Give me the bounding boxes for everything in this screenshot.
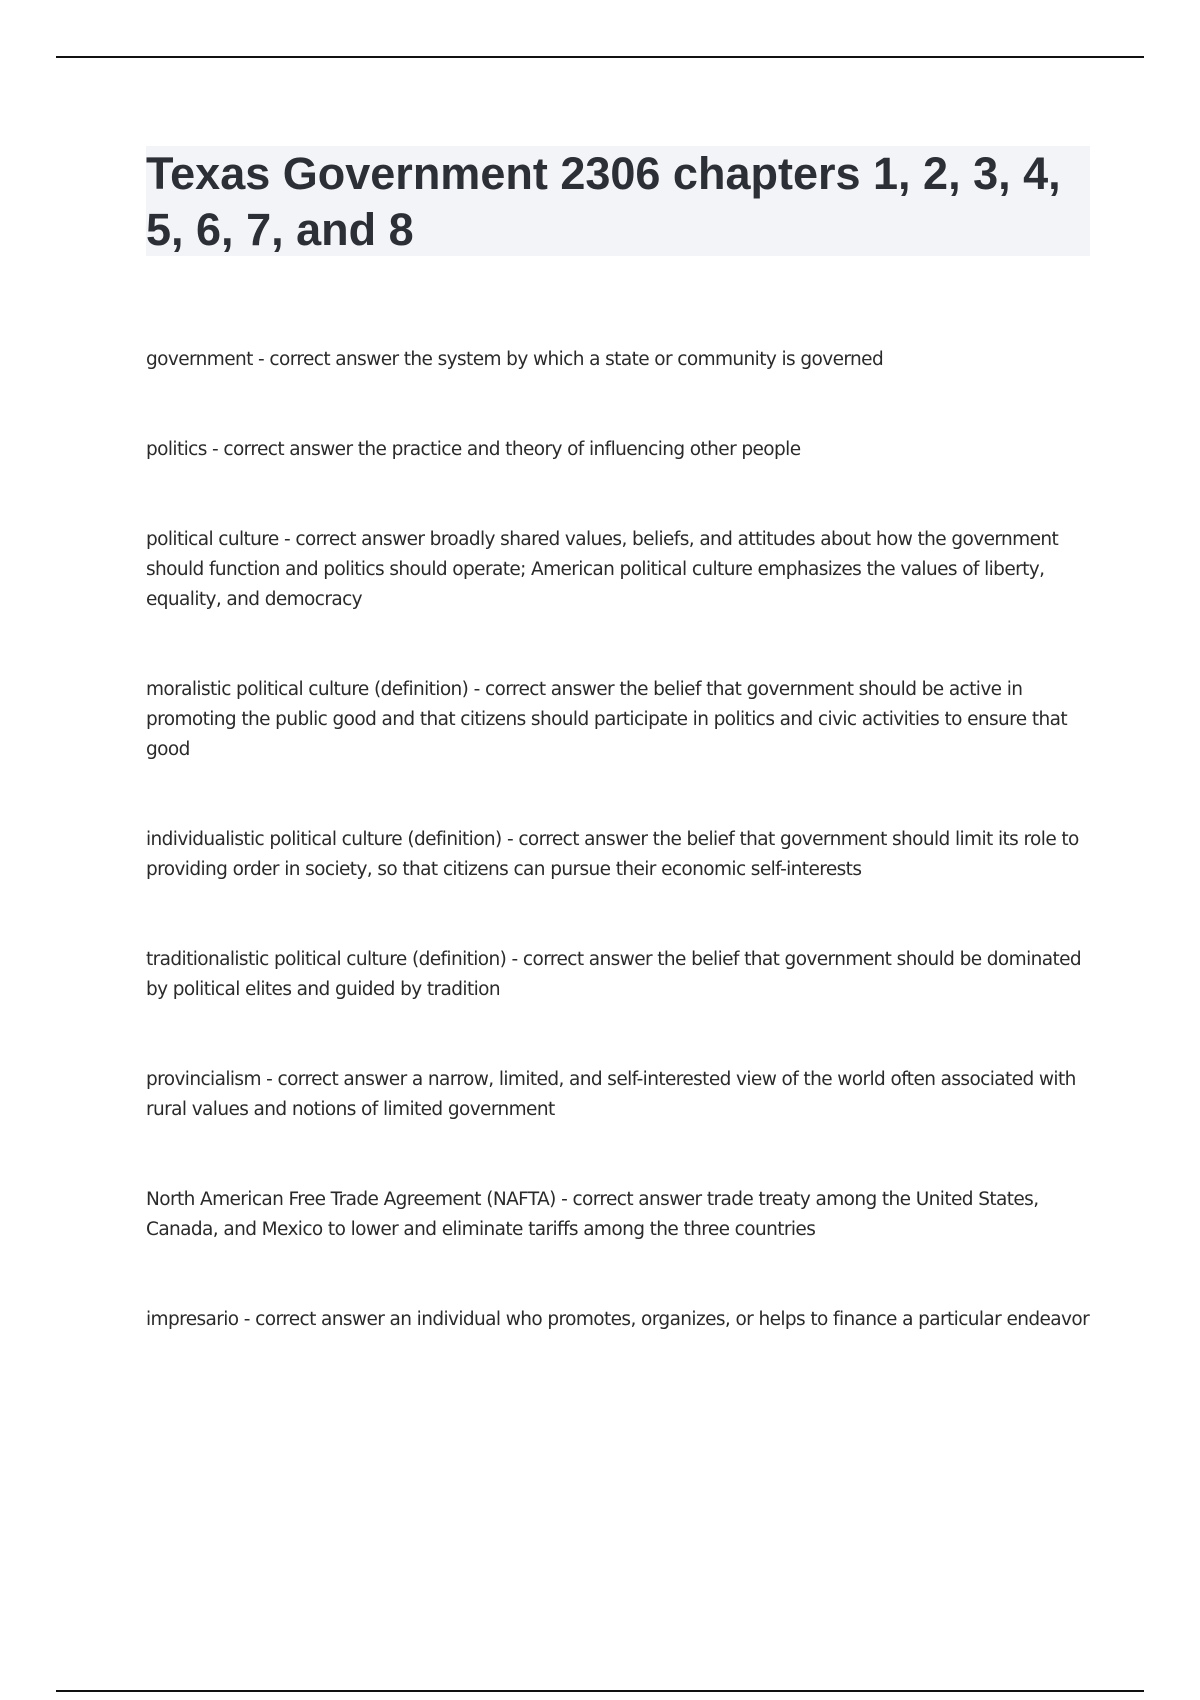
entry-definition: the belief that government should be dominated by political elites and guided by tradition [146, 949, 1082, 1000]
answer-marker: correct answer [269, 349, 399, 370]
entry-definition: the belief that government should be active in promoting the public good and that citizens should participate in politics and civic activities to ensure that good [146, 679, 1068, 760]
entry-term: individualistic political culture (definition) [146, 829, 502, 850]
entry-impresario: impresario - correct answer an individual who promotes, organizes, or helps to finance a particular endeavor [146, 1309, 1090, 1330]
entry-definition: an individual who promotes, organizes, or helps to finance a particular endeavor [389, 1309, 1090, 1330]
entry-individualistic-political-culture: individualistic political culture (definition) - correct answer the belief that government should limit its role to providing order in society, so that citizens can pursue their economic self-interests [146, 829, 1079, 880]
entry-definition: the practice and theory of influencing other people [357, 439, 801, 460]
entry-term: politics [146, 439, 207, 460]
entry-term: moralistic political culture (definition) [146, 679, 469, 700]
answer-marker: correct answer [518, 829, 648, 850]
title-block [146, 146, 1090, 256]
answer-marker: correct answer [223, 439, 353, 460]
page-title: Texas Government 2306 chapters 1, 2, 3, 4, 5, 6, 7, and 8 [146, 148, 1061, 255]
entry-definition: trade treaty among the United States, Canada, and Mexico to lower and eliminate tariffs among the three countries [146, 1189, 1039, 1240]
answer-marker: correct answer [255, 1309, 385, 1330]
answer-marker: correct answer [522, 949, 652, 970]
entry-provincialism: provincialism - correct answer a narrow, limited, and self-interested view of the world often associated with rural values and notions of limited government [146, 1069, 1076, 1120]
entry-moralistic-political-culture: moralistic political culture (definition) - correct answer the belief that government should be active in promoting the public good and that citizens should participate in politics and civic activities to ensure that good [146, 679, 1068, 760]
entry-term: government [146, 349, 253, 370]
entry-term: impresario [146, 1309, 239, 1330]
entry-definition: the system by which a state or community is governed [403, 349, 884, 370]
top-rule [56, 56, 1144, 58]
entry-definition: broadly shared values, beliefs, and attitudes about how the government should function and politics should operate; American political culture emphasizes the values of liberty, equality, and democracy [146, 529, 1059, 610]
entry-term: North American Free Trade Agreement (NAFTA) [146, 1189, 556, 1210]
answer-marker: correct answer [295, 529, 425, 550]
entry-nafta: North American Free Trade Agreement (NAFTA) - correct answer trade treaty among the United States, Canada, and Mexico to lower and eliminate tariffs among the three countries [146, 1189, 1039, 1240]
entry-term: political culture [146, 529, 279, 550]
answer-marker: correct answer [277, 1069, 407, 1090]
entry-politics: politics - correct answer the practice and theory of influencing other people [146, 439, 801, 460]
entry-political-culture: political culture - correct answer broadly shared values, beliefs, and attitudes about how the government should function and politics should operate; American political culture emphasizes the values of liberty, equality, and democracy [146, 529, 1059, 610]
entry-term: provincialism [146, 1069, 261, 1090]
entry-definition: a narrow, limited, and self-interested view of the world often associated with rural values and notions of limited government [146, 1069, 1076, 1120]
entry-government: government - correct answer the system by which a state or community is governed [146, 349, 884, 370]
entry-traditionalistic-political-culture: traditionalistic political culture (definition) - correct answer the belief that government should be dominated by political elites and guided by tradition [146, 949, 1082, 1000]
bottom-rule [56, 1690, 1144, 1692]
entry-definition: the belief that government should limit its role to providing order in society, so that citizens can pursue their economic self-interests [146, 829, 1079, 880]
entry-list [146, 345, 1096, 1395]
answer-marker: correct answer [484, 679, 615, 700]
entry-term: traditionalistic political culture (definition) [146, 949, 507, 970]
answer-marker: correct answer [572, 1189, 702, 1210]
